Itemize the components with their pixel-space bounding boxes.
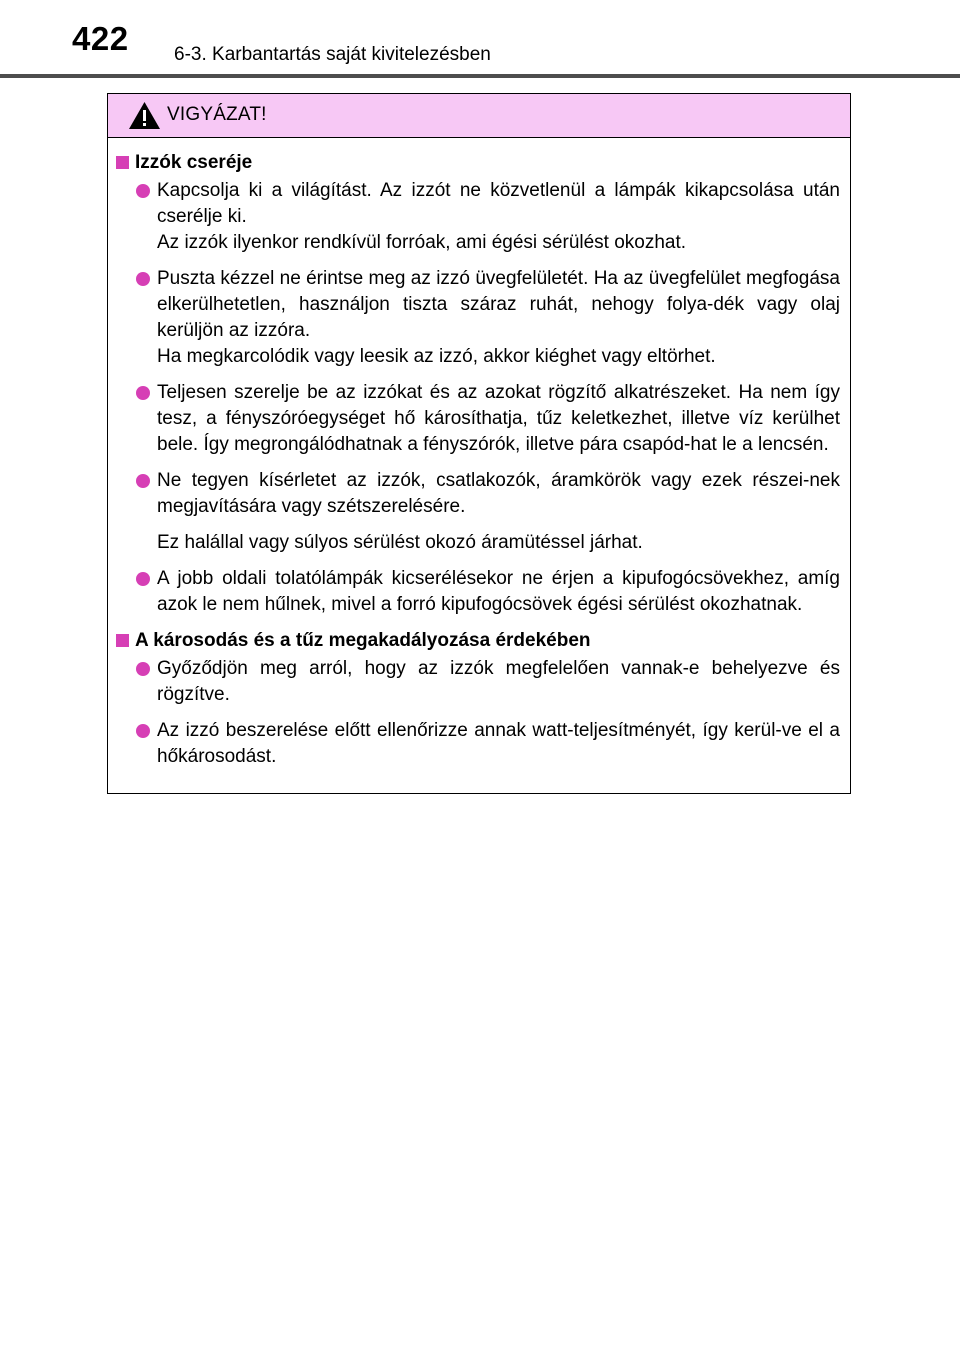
circle-bullet-icon xyxy=(136,572,150,586)
list-item-text: Kapcsolja ki a világítást. Az izzót ne közvetlenül a lámpák kikapcsolása után cserélje ki. xyxy=(157,180,840,227)
circle-bullet-icon xyxy=(136,474,150,488)
circle-bullet-icon xyxy=(136,662,150,676)
section-heading-text: A károsodás és a tűz megakadályozása érdekében xyxy=(135,630,591,651)
list-item xyxy=(112,468,840,556)
section-bulb-replacement xyxy=(112,150,840,618)
list-item-text: Teljesen szerelje be az izzókat és az azokat rögzítő alkatrészeket. Ha nem így tesz, a fényszóróegységet hő károsíthatja, tűz keletkezhet, illetve víz kerülhet bele. Így megrongálódhatnak a fényszórók, illetve pára csapód-hat le a lencsén. xyxy=(157,382,840,455)
list-item xyxy=(112,178,840,256)
caution-body xyxy=(108,138,850,770)
list-item-text: Ne tegyen kísérletet az izzók, csatlakozók, áramkörök vagy ezek részei-nek megjavítására vagy szétszerelésére. xyxy=(157,470,840,517)
list-item xyxy=(112,380,840,458)
list-item-text: A jobb oldali tolatólámpák kicserélésekor ne érjen a kipufogócsövekhez, amíg azok le nem hűlnek, mivel a forró kipufogócsövek égési sérülést okozhatnak. xyxy=(157,568,840,615)
list-item-text: Puszta kézzel ne érintse meg az izzó üvegfelületét. Ha az üvegfelület megfogása elkerülhetetlen, használjon tiszta száraz ruhát, nehogy folya-dék vagy olaj kerüljön az izzóra. xyxy=(157,268,840,341)
section-heading-text: Izzók cseréje xyxy=(135,152,253,173)
header-divider xyxy=(0,74,960,78)
section-heading xyxy=(112,628,840,654)
section-heading xyxy=(112,150,840,176)
circle-bullet-icon xyxy=(136,272,150,286)
warning-triangle-icon xyxy=(128,101,161,130)
list-item xyxy=(112,566,840,618)
caution-box xyxy=(107,93,851,794)
caution-header xyxy=(108,94,850,138)
caution-title: VIGYÁZAT! xyxy=(167,104,267,125)
page-header xyxy=(0,0,960,80)
page-number: 422 xyxy=(72,20,129,57)
list-item-text: Győződjön meg arról, hogy az izzók megfelelően vannak-e behelyezve és rögzítve. xyxy=(157,658,840,705)
list-item-note: Ez halállal vagy súlyos sérülést okozó áramütéssel járhat. xyxy=(157,532,643,553)
section-damage-fire-prevention xyxy=(112,628,840,770)
list-item xyxy=(112,266,840,370)
list-item xyxy=(112,656,840,708)
list-item-note: Az izzók ilyenkor rendkívül forróak, ami égési sérülést okozhat. xyxy=(157,232,687,253)
circle-bullet-icon xyxy=(136,184,150,198)
list-item-note: Ha megkarcolódik vagy leesik az izzó, akkor kiéghet vagy eltörhet. xyxy=(157,346,716,367)
circle-bullet-icon xyxy=(136,386,150,400)
square-bullet-icon xyxy=(116,634,129,647)
square-bullet-icon xyxy=(116,156,129,169)
circle-bullet-icon xyxy=(136,724,150,738)
list-item-text: Az izzó beszerelése előtt ellenőrizze annak watt-teljesítményét, így kerül-ve el a hőkárosodást. xyxy=(157,720,840,767)
section-title: 6-3. Karbantartás saját kivitelezésben xyxy=(174,44,491,65)
list-item xyxy=(112,718,840,770)
